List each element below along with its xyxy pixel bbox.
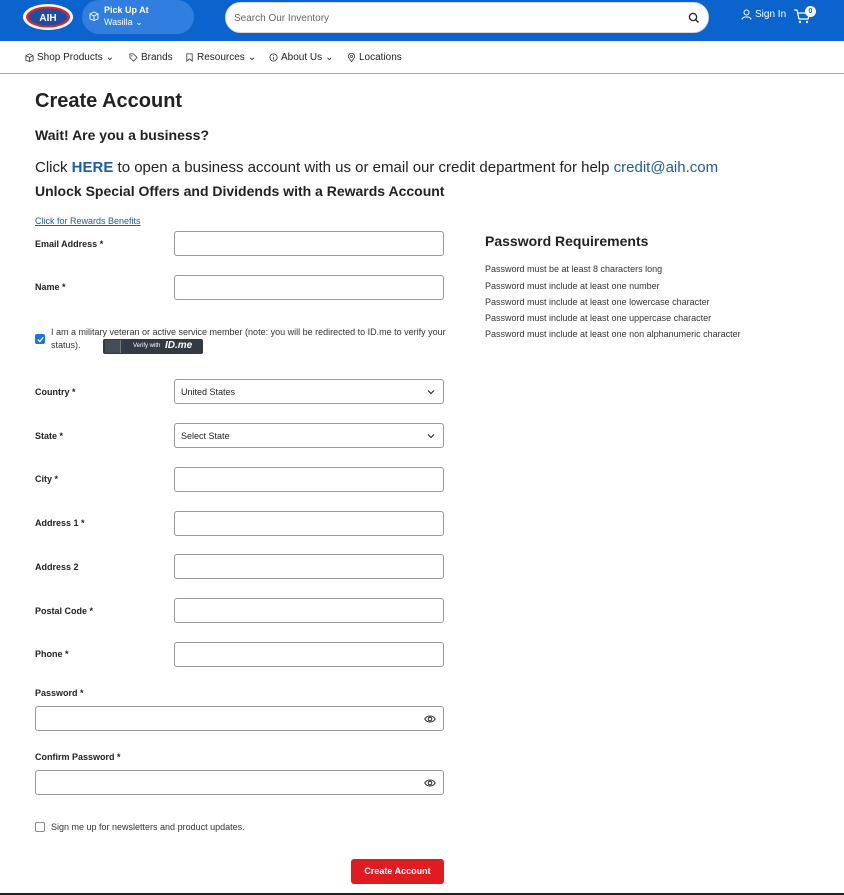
password-requirement: Password must include at least one non alphanumeric character [485,329,741,339]
password-requirement: Password must include at least one number [485,281,660,291]
nav-about-us-label: About Us [281,52,323,63]
password-requirement: Password must be at least 8 characters long [485,264,663,274]
state-value: Select State [181,431,230,441]
address2-label: Address 2 [35,562,79,572]
store-icon [89,11,99,21]
confirm-password-field[interactable] [35,770,444,795]
chevron-down-icon: ⌄ [325,52,334,63]
phone-label: Phone * [35,649,69,659]
rewards-benefits-link[interactable]: Click for Rewards Benefits [35,216,141,226]
phone-field[interactable] [174,642,444,667]
name-field[interactable] [174,275,444,300]
create-account-button[interactable]: Create Account [351,859,444,884]
password-requirement: Password must include at least one uppercase character [485,313,712,323]
name-label: Name * [35,282,66,292]
address2-field[interactable] [174,554,444,579]
postal-code-field[interactable] [174,598,444,623]
search-bar [225,2,709,33]
location-pin-icon [347,53,356,62]
newsletter-text: Sign me up for newsletters and product updates. [51,822,245,832]
cart-count-badge: 0 [805,6,816,17]
business-question: Wait! Are you a business? [35,127,209,143]
chevron-down-icon: ⌄ [135,17,143,27]
chevron-down-icon [427,389,435,395]
password-field[interactable] [35,706,444,731]
business-info: Click HERE to open a business account with us or email our credit department for help credit@aih.com [35,159,719,176]
credit-email-link[interactable]: credit@aih.com [613,159,719,176]
main-nav [0,41,844,74]
pickup-location: Wasilla ⌄ [104,17,143,27]
pickup-label: Pick Up At [104,5,149,15]
nav-brands-label: Brands [141,52,173,63]
city-label: City * [35,474,59,484]
password-label: Password * [35,688,84,698]
email-field[interactable] [174,231,444,256]
bookmark-icon [185,53,194,62]
sign-in-label: Sign In [755,9,787,20]
password-requirement: Password must include at least one lowercase character [485,297,710,307]
address1-label: Address 1 * [35,518,85,528]
newsletter-checkbox[interactable] [35,822,45,832]
military-checkbox[interactable] [35,334,45,344]
eye-icon[interactable] [424,778,436,788]
nav-shop-products-label: Shop Products [37,52,103,63]
eye-icon[interactable] [424,714,436,724]
user-icon [741,9,752,20]
nav-brands[interactable] [129,52,173,63]
chevron-down-icon: ⌄ [247,52,257,63]
password-requirements-heading: Password Requirements [485,233,649,249]
country-label: Country * [35,387,76,397]
nav-resources-label: Resources [197,52,245,63]
nav-resources[interactable] [185,52,256,63]
nav-locations-label: Locations [359,52,402,63]
sign-in-link[interactable] [741,9,786,20]
military-text: I am a military veteran or active service member (note: you will be redirected to ID.me to verify your status). [51,327,446,350]
rewards-heading: Unlock Special Offers and Dividends with a Rewards Account [35,183,445,199]
country-value: United States [181,387,236,397]
nav-locations[interactable] [347,52,402,63]
site-header [0,0,844,41]
aih-logo[interactable] [22,2,74,32]
box-icon [25,53,34,62]
pickup-location-selector[interactable] [82,0,194,34]
shield-icon [105,340,121,353]
confirm-password-label: Confirm Password * [35,752,121,762]
country-select[interactable] [174,379,444,404]
city-field[interactable] [174,467,444,492]
info-icon [269,53,278,62]
email-label: Email Address * [35,239,104,249]
idme-logo: ID.me [165,340,193,351]
search-input[interactable] [234,10,674,26]
nav-about-us[interactable] [269,52,334,63]
page-title: Create Account [35,90,183,112]
state-label: State * [35,431,64,441]
state-select[interactable] [174,423,444,448]
business-here-link[interactable]: HERE [71,159,114,176]
tag-icon [129,53,138,62]
search-icon[interactable] [688,12,700,24]
address1-field[interactable] [174,511,444,536]
check-icon [37,336,44,343]
postal-code-label: Postal Code * [35,606,94,616]
chevron-down-icon [427,433,435,439]
chevron-down-icon: ⌄ [105,52,114,63]
nav-shop-products[interactable] [25,52,114,63]
idme-verify-button[interactable]: Verify with ID.me [103,339,203,354]
logo-text: AIH [39,13,57,24]
